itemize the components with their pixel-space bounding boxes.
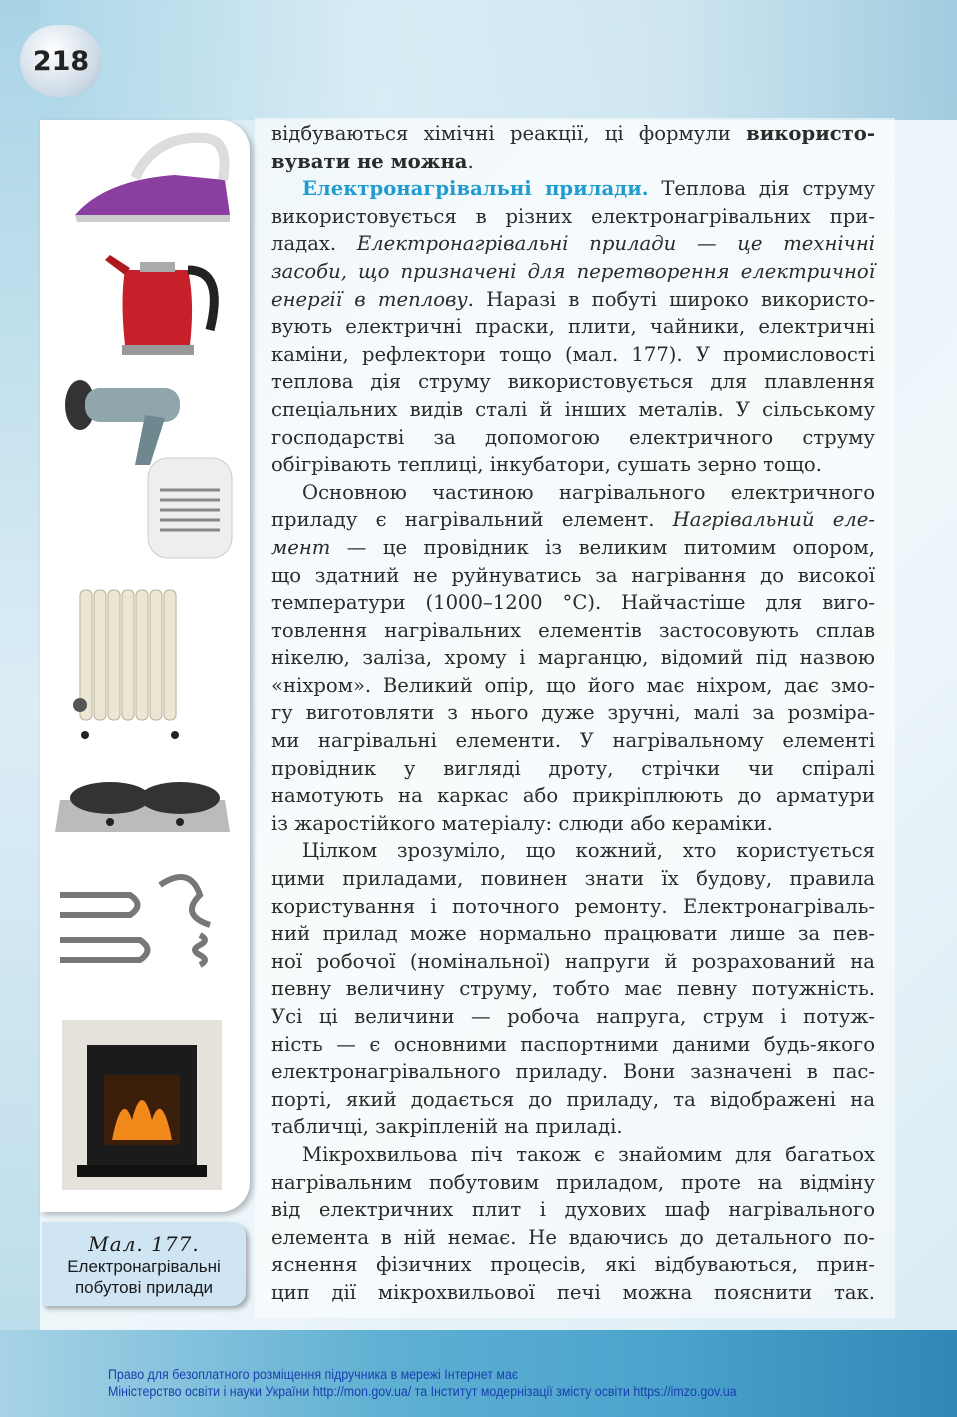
text-segment: Теплова дія струму xyxy=(648,177,875,201)
text-segment: вувати не можна xyxy=(271,149,468,173)
heating-elements-icon xyxy=(50,865,240,980)
text-line xyxy=(271,506,875,534)
text-segment: намотують на каркас або прикріплюють до арматури xyxy=(271,784,875,808)
text-segment: використовується в різних електронагрівальних при- xyxy=(271,204,875,228)
text-segment: Цілком зрозуміло, що кожний, хто користується xyxy=(302,839,875,863)
text-segment: нагрівальним побутовим приладом, проте на відміну xyxy=(271,1170,875,1194)
text-segment: елемента в ній немає. Не вдаючись до детального по- xyxy=(271,1225,875,1249)
text-segment: яснення фізичних процесів, які відбуваються, прин- xyxy=(271,1253,875,1277)
iron-icon xyxy=(65,130,235,230)
text-line xyxy=(271,1113,875,1141)
text-segment: засоби, що призначені для перетворення електричної xyxy=(271,259,875,283)
text-segment: Мікрохвильова піч також є знайомим для багатьох xyxy=(302,1142,875,1166)
text-line xyxy=(271,534,875,562)
text-line xyxy=(271,1196,875,1224)
text-segment: вують електричні праски, плити, чайники, електричні xyxy=(271,315,875,339)
text-line xyxy=(271,1086,875,1114)
text-segment: приладу є нагрівальний елемент. xyxy=(271,508,673,532)
text-segment: Електронагрівальні прилади — це технічні xyxy=(356,232,875,256)
text-line xyxy=(271,313,875,341)
text-line xyxy=(271,865,875,893)
text-segment: енергії в теплову xyxy=(271,287,468,311)
text-segment: Основною частиною нагрівального електричного xyxy=(302,480,875,504)
text-segment: використо- xyxy=(746,122,875,145)
text-line xyxy=(271,727,875,755)
text-line xyxy=(271,1169,875,1197)
text-line xyxy=(271,286,875,314)
text-segment: «ніхром». Великий опір, що його має ніхром, дає змо- xyxy=(271,673,875,697)
text-line xyxy=(271,175,875,203)
text-line xyxy=(271,562,875,590)
oil-radiator-icon xyxy=(65,585,195,745)
text-line xyxy=(271,1003,875,1031)
text-segment: . Наразі в побуті широко використо- xyxy=(467,287,875,311)
text-segment: із жаростійкого матеріалу: слюди або кераміки. xyxy=(271,811,773,835)
text-segment: Нагрівальний еле- xyxy=(672,508,875,532)
text-line xyxy=(271,1031,875,1059)
text-line xyxy=(271,589,875,617)
fan-heater-icon xyxy=(140,450,240,565)
footer-line1: Право для безоплатного розміщення підручника в мережі Інтернет має xyxy=(108,1367,519,1382)
text-segment: спеціальних видів сталі й інших металів. У сільському xyxy=(271,397,875,421)
text-segment: ладах. xyxy=(271,232,357,256)
text-segment: Усі ці величини — робоча напруга, струм і потуж- xyxy=(271,1005,875,1028)
text-segment: певну величину струму, тобто має певну потужність. xyxy=(271,977,875,1001)
figure-caption xyxy=(42,1222,246,1306)
text-segment: ної робочої (номінальної) напруги й розрахований на xyxy=(271,949,875,973)
text-segment: цип дії мікрохвильової печі можна пояснити так. xyxy=(271,1280,875,1304)
text-segment: мент xyxy=(271,535,331,559)
text-line xyxy=(271,230,875,258)
text-line xyxy=(271,782,875,810)
text-segment: товлення нагрівальних елементів застосовують сплав xyxy=(271,618,875,642)
text-line xyxy=(271,479,875,507)
text-segment: провідник у вигляді дроту, стрічки чи спіралі xyxy=(271,756,875,780)
figure-number: Мал. 177. xyxy=(88,1232,200,1256)
text-line xyxy=(271,148,875,176)
body-text xyxy=(271,120,875,1307)
text-segment: порті, який додається до приладу, та відображені на xyxy=(271,1087,875,1111)
text-line xyxy=(271,451,875,479)
text-segment: каміни, рефлектори тощо (мал. 177). У промисловості xyxy=(271,342,875,366)
text-segment: користування і поточного ремонту. Електронагріваль- xyxy=(271,894,875,918)
text-line xyxy=(271,120,875,148)
left-background xyxy=(0,0,40,1417)
figure-title-line1: Електронагрівальні xyxy=(67,1257,221,1276)
text-line xyxy=(271,341,875,369)
text-line xyxy=(271,755,875,783)
text-segment: нікелю, заліза, хрому і марганцю, відомий під назвою xyxy=(271,646,875,670)
text-segment: гу виготовляти з нього дуже зручні, малі за розміра- xyxy=(271,701,875,725)
text-segment: теплова дія струму використовується для плавлення xyxy=(271,370,875,394)
header-background xyxy=(0,0,957,120)
text-line xyxy=(271,1279,875,1307)
text-segment: ми нагрівальні елементи. У нагрівальному елементі xyxy=(271,729,875,753)
text-line xyxy=(271,1141,875,1169)
text-line xyxy=(271,948,875,976)
kettle-icon xyxy=(100,240,230,360)
text-line xyxy=(271,1224,875,1252)
text-segment: відбуваються хімічні реакції, ці формули xyxy=(271,122,747,145)
hotplate-icon xyxy=(50,760,235,845)
text-line xyxy=(271,617,875,645)
electric-fireplace-icon xyxy=(62,1020,222,1190)
page-number: 218 xyxy=(20,25,102,97)
text-segment: господарстві за допомогою електричного струму xyxy=(271,425,875,449)
text-line xyxy=(271,920,875,948)
figure-title-line2: побутові прилади xyxy=(74,1278,214,1297)
footer-text xyxy=(108,1366,737,1400)
text-line xyxy=(271,672,875,700)
text-line xyxy=(271,203,875,231)
footer-line2: Міністерство освіти і науки України http://mon.gov.ua/ та Інститут модернізації змісту освіти https://imzo.gov.ua xyxy=(108,1384,737,1399)
text-line xyxy=(271,975,875,1003)
text-segment: табличці, закріпленій на приладі. xyxy=(271,1115,623,1139)
text-segment: обігрівають теплиці, інкубатори, сушать зерно тощо. xyxy=(271,453,822,477)
text-segment: цими приладами, повинен знати їх будову, правила xyxy=(271,867,875,891)
text-line xyxy=(271,1251,875,1279)
text-segment: ний прилад може нормально працювати лише за пев- xyxy=(271,922,875,946)
text-segment: . xyxy=(467,149,474,173)
text-line xyxy=(271,424,875,452)
text-segment: ність — є основними паспортними даними будь-якого xyxy=(271,1032,875,1056)
text-segment: електронагрівального приладу. Вони зазначені в пас- xyxy=(271,1060,875,1084)
text-line xyxy=(271,1058,875,1086)
section-heading: Електронагрівальні прилади. xyxy=(302,177,649,201)
text-line xyxy=(271,258,875,286)
text-segment: температури (1000–1200 °С). Найчастіше для виго- xyxy=(271,591,875,615)
text-segment: що здатний не руйнуватись за нагрівання до високої xyxy=(271,563,875,587)
text-line xyxy=(271,837,875,865)
figure-panel xyxy=(40,120,250,1212)
text-segment: — це провідник із великим питомим опором, xyxy=(330,535,875,559)
text-segment: від електричних плит і духових шаф нагрівального xyxy=(271,1198,875,1222)
text-line xyxy=(271,396,875,424)
text-line xyxy=(271,893,875,921)
text-line xyxy=(271,810,875,838)
text-line xyxy=(271,368,875,396)
text-line xyxy=(271,644,875,672)
text-line xyxy=(271,699,875,727)
